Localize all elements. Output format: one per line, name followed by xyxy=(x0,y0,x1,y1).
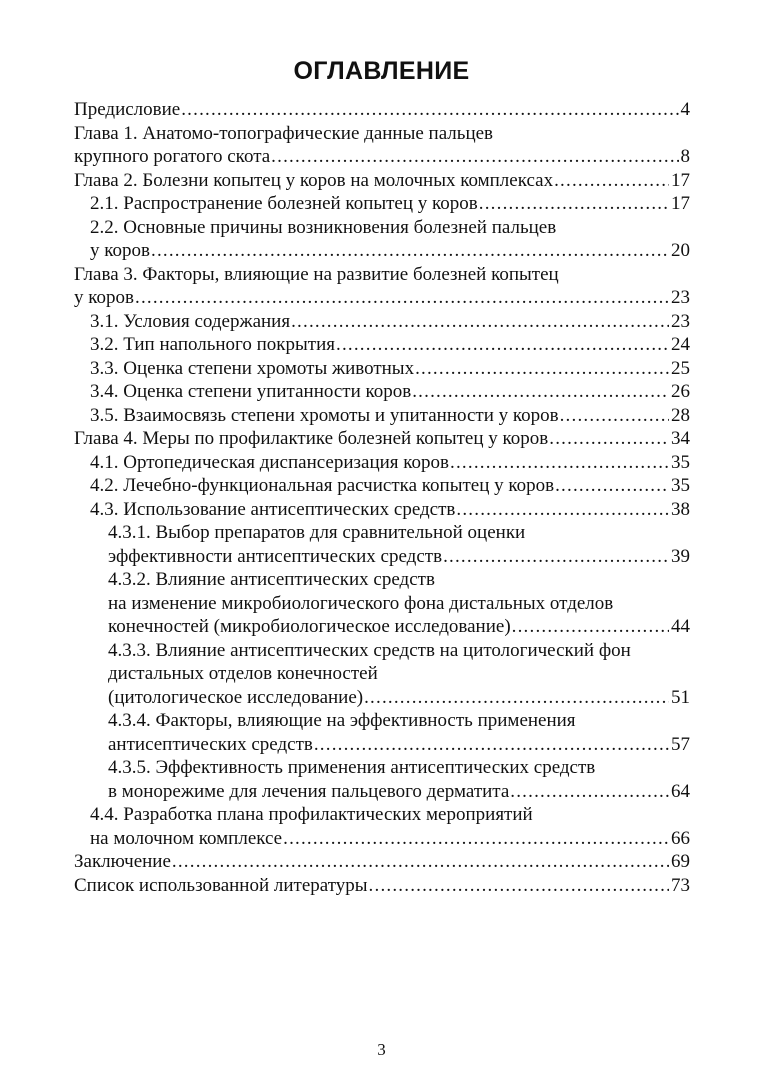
toc-entry-title-continued: на молочном комплексе xyxy=(90,827,283,849)
toc-entry-title: Глава 2. Болезни копытец у коров на молочных комплексах xyxy=(74,169,554,191)
toc-entry-title: 4.3.5. Эффективность применения антисептических средств xyxy=(108,757,596,778)
toc-entry-title: 2.2. Основные причины возникновения болезней пальцев xyxy=(90,216,557,238)
dot-leader xyxy=(314,733,669,757)
toc-entry-title-continued: на изменение микробиологического фона дистальных отделов xyxy=(108,592,614,614)
toc-entry-section-2-2[interactable] xyxy=(74,216,690,263)
dot-leader xyxy=(555,474,669,498)
toc-entry-title: Глава 1. Анатомо-топографические данные пальцев xyxy=(74,122,494,144)
toc-entry-title: 4.3. Использование антисептических средств xyxy=(90,498,456,520)
toc-entry-page: 34 xyxy=(671,428,690,449)
toc-entry-title-continued: у коров xyxy=(90,240,150,261)
toc-entry-subsection-4-3-2[interactable] xyxy=(74,568,690,639)
dot-leader xyxy=(560,404,669,428)
page-title: ОГЛАВЛЕНИЕ xyxy=(293,57,470,85)
toc-entry-title-continued: дистальных отделов конечностей xyxy=(108,663,378,684)
dot-leader xyxy=(450,451,669,475)
toc-entry-section-3-5[interactable] xyxy=(74,404,690,428)
toc-entry-title-continued: конечностей (микробиологическое исследование) xyxy=(108,616,511,637)
toc-entry-subsection-4-3-1[interactable] xyxy=(74,521,690,568)
toc-entry-page: 39 xyxy=(671,545,690,567)
toc-entry-page: 44 xyxy=(671,616,690,637)
toc-entry-title: Заключение xyxy=(74,851,171,872)
toc-entry-page: 17 xyxy=(671,193,690,214)
dot-leader xyxy=(271,145,678,169)
table-of-contents xyxy=(74,98,690,897)
toc-entry-section-4-3[interactable] xyxy=(74,498,690,522)
toc-entry-chapter-1[interactable] xyxy=(74,122,690,169)
toc-entry-page: 20 xyxy=(671,240,690,261)
dot-leader xyxy=(135,286,669,310)
toc-entry-page: 23 xyxy=(671,310,690,332)
dot-leader xyxy=(151,239,669,263)
toc-entry-page: 17 xyxy=(671,169,690,191)
toc-entry-title: 4.3.3. Влияние антисептических средств на цитологический фон xyxy=(108,639,631,661)
toc-entry-subsection-4-3-4[interactable] xyxy=(74,709,690,756)
toc-entry-title: 3.2. Тип напольного покрытия xyxy=(90,334,335,355)
toc-entry-conclusion[interactable] xyxy=(74,850,690,874)
dot-leader xyxy=(479,192,669,216)
dot-leader xyxy=(181,98,678,122)
toc-entry-page: 28 xyxy=(671,404,690,426)
toc-entry-section-2-1[interactable] xyxy=(74,192,690,216)
toc-entry-page: 4 xyxy=(680,99,690,120)
toc-entry-page: 35 xyxy=(671,475,690,496)
dot-leader xyxy=(412,380,669,404)
toc-entry-page: 35 xyxy=(671,451,690,473)
toc-entry-page: 57 xyxy=(671,733,690,755)
toc-entry-title: 4.3.2. Влияние антисептических средств xyxy=(108,569,435,590)
toc-entry-page: 64 xyxy=(671,780,690,802)
toc-entry-page: 24 xyxy=(671,334,690,355)
dot-leader xyxy=(283,827,669,851)
page-number: 3 xyxy=(377,1040,386,1059)
toc-entry-page: 25 xyxy=(671,357,690,379)
dot-leader xyxy=(364,686,669,710)
toc-entry-page: 51 xyxy=(671,686,690,708)
toc-entry-title: 4.2. Лечебно-функциональная расчистка копытец у коров xyxy=(90,475,555,496)
toc-entry-page: 69 xyxy=(671,851,690,872)
toc-entry-title-continued: у коров xyxy=(74,287,134,308)
toc-entry-title: 4.1. Ортопедическая диспансеризация коров xyxy=(90,451,450,473)
toc-entry-title: 3.4. Оценка степени упитанности коров xyxy=(90,381,412,402)
dot-leader xyxy=(172,850,669,874)
toc-entry-chapter-4[interactable] xyxy=(74,427,690,451)
toc-entry-section-4-2[interactable] xyxy=(74,474,690,498)
toc-entry-title: 3.1. Условия содержания xyxy=(90,310,291,332)
toc-entry-page: 26 xyxy=(671,381,690,402)
toc-entry-title: Список использованной литературы xyxy=(74,874,368,896)
toc-entry-title: 3.5. Взаимосвязь степени хромоты и упитанности у коров xyxy=(90,404,559,426)
toc-entry-title: 2.1. Распространение болезней копытец у коров xyxy=(90,193,478,214)
dot-leader xyxy=(291,310,669,334)
dot-leader xyxy=(510,780,669,804)
toc-entry-page: 66 xyxy=(671,827,690,849)
toc-entry-page: 38 xyxy=(671,498,690,520)
toc-entry-title-continued: (цитологическое исследование) xyxy=(108,686,364,708)
toc-entry-title: Глава 4. Меры по профилактике болезней копытец у коров xyxy=(74,428,549,449)
toc-entry-page: 23 xyxy=(671,287,690,308)
dot-leader xyxy=(369,874,669,898)
toc-entry-section-4-4[interactable] xyxy=(74,803,690,850)
toc-entry-title-continued: антисептических средств xyxy=(108,733,313,755)
toc-entry-title-continued: в монорежиме для лечения пальцевого дерматита xyxy=(108,780,510,802)
toc-entry-references[interactable] xyxy=(74,874,690,898)
toc-entry-chapter-3[interactable] xyxy=(74,263,690,310)
toc-entry-title-continued: крупного рогатого скота xyxy=(74,146,271,167)
toc-entry-title: Глава 3. Факторы, влияющие на развитие болезней копытец xyxy=(74,263,559,285)
dot-leader xyxy=(443,545,669,569)
dot-leader xyxy=(336,333,669,357)
toc-entry-subsection-4-3-3[interactable] xyxy=(74,639,690,710)
toc-entry-title: 4.3.1. Выбор препаратов для сравнительной оценки xyxy=(108,522,526,543)
toc-entry-subsection-4-3-5[interactable] xyxy=(74,756,690,803)
toc-entry-title: 4.4. Разработка плана профилактических мероприятий xyxy=(90,804,533,825)
dot-leader xyxy=(549,427,669,451)
toc-entry-title-continued: эффективности антисептических средств xyxy=(108,545,443,567)
dot-leader xyxy=(512,615,669,639)
toc-entry-page: 73 xyxy=(671,874,690,896)
dot-leader xyxy=(456,498,669,522)
toc-entry-title: 4.3.4. Факторы, влияющие на эффективность применения xyxy=(108,710,576,731)
toc-entry-chapter-2[interactable] xyxy=(74,169,690,193)
toc-entry-title: 3.3. Оценка степени хромоты животных xyxy=(90,357,415,379)
toc-entry-section-3-2[interactable] xyxy=(74,333,690,357)
dot-leader xyxy=(415,357,669,381)
toc-entry-section-4-1[interactable] xyxy=(74,451,690,475)
toc-entry-title: Предисловие xyxy=(74,99,181,120)
toc-entry-page: 8 xyxy=(680,146,690,167)
toc-entry-section-3-3[interactable] xyxy=(74,357,690,381)
toc-entry-section-3-1[interactable] xyxy=(74,310,690,334)
dot-leader xyxy=(554,169,669,193)
toc-entry-section-3-4[interactable] xyxy=(74,380,690,404)
toc-entry-preface[interactable] xyxy=(74,98,690,122)
